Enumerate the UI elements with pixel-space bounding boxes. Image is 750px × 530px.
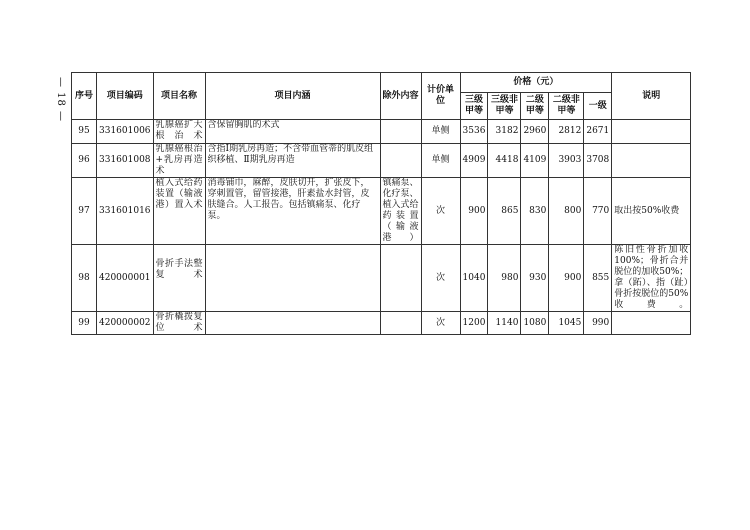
header-row-1 [72, 73, 691, 93]
cell-price-l3: 3182 [488, 120, 521, 144]
cell-exclusions [380, 312, 421, 335]
cell-price-l3: 980 [488, 245, 521, 312]
cell-price-l1: 2671 [584, 120, 612, 144]
header-code: 项目编码 [97, 73, 154, 120]
cell-price-l2: 900 [549, 245, 584, 312]
fee-table [71, 72, 691, 335]
header-note: 说明 [612, 73, 691, 120]
table-row [72, 144, 691, 178]
cell-price-l2: 3903 [549, 144, 584, 178]
table-row [72, 312, 691, 335]
cell-exclusions: 镇痛泵、化疗泵、植入式给药装置（输液港） [380, 178, 421, 245]
cell-price-l3a: 900 [460, 178, 488, 245]
cell-exclusions [380, 245, 421, 312]
cell-content: 含保留胸肌的术式 [205, 120, 380, 144]
cell-name: 乳腺癌根治+乳房再造术 [153, 144, 205, 178]
header-level2: 二级非甲等 [549, 93, 584, 120]
cell-price-l1: 3708 [584, 144, 612, 178]
header-level2a: 二级甲等 [521, 93, 549, 120]
cell-unit: 单侧 [421, 120, 460, 144]
cell-price-l1: 990 [584, 312, 612, 335]
cell-content [205, 312, 380, 335]
header-level3a: 三级甲等 [460, 93, 488, 120]
cell-unit: 次 [421, 178, 460, 245]
header-name: 项目名称 [153, 73, 205, 120]
cell-exclusions [380, 120, 421, 144]
cell-price-l2a: 2960 [521, 120, 549, 144]
header-level1: 一级 [584, 93, 612, 120]
cell-price-l1: 770 [584, 178, 612, 245]
cell-price-l3a: 1040 [460, 245, 488, 312]
cell-price-l3a: 1200 [460, 312, 488, 335]
cell-code: 420000002 [97, 312, 154, 335]
cell-price-l2: 2812 [549, 120, 584, 144]
header-price: 价格（元） [460, 73, 612, 93]
cell-name: 骨折手法整复术 [153, 245, 205, 312]
table-row [72, 178, 691, 245]
cell-price-l2: 800 [549, 178, 584, 245]
cell-price-l1: 855 [584, 245, 612, 312]
cell-price-l3: 865 [488, 178, 521, 245]
cell-code: 420000001 [97, 245, 154, 312]
cell-name: 乳腺癌扩大根治术 [153, 120, 205, 144]
table-row [72, 120, 691, 144]
cell-name: 植入式给药装置（输液港）置入术 [153, 178, 205, 245]
cell-seq: 99 [72, 312, 97, 335]
cell-seq: 97 [72, 178, 97, 245]
cell-code: 331601016 [97, 178, 154, 245]
cell-exclusions [380, 144, 421, 178]
cell-unit: 次 [421, 312, 460, 335]
cell-name: 骨折橇拨复位术 [153, 312, 205, 335]
cell-content: 含指Ⅰ期乳房再造；不含带血管蒂的肌皮组织移植、Ⅱ期乳房再造 [205, 144, 380, 178]
header-seq: 序号 [72, 73, 97, 120]
header-content: 项目内涵 [205, 73, 380, 120]
cell-note [612, 120, 691, 144]
cell-content: 消毒铺巾，麻醉，皮肤切开，扩张皮下，穿刺置管，留管接港，肝素盐水封管，皮肤缝合。人工报告。包括镇痛泵、化疗泵。 [205, 178, 380, 245]
cell-note: 陈旧性骨折加收100%；骨折合并脱位的加收50%；拿（跖）、指（趾）骨折按脱位的50%收费。 [612, 245, 691, 312]
cell-content [205, 245, 380, 312]
cell-seq: 98 [72, 245, 97, 312]
cell-price-l2a: 830 [521, 178, 549, 245]
cell-price-l2: 1045 [549, 312, 584, 335]
cell-seq: 96 [72, 144, 97, 178]
header-exclusions: 除外内容 [380, 73, 421, 120]
cell-price-l3: 4418 [488, 144, 521, 178]
table-row [72, 245, 691, 312]
cell-price-l2a: 4109 [521, 144, 549, 178]
header-level3: 三级非甲等 [488, 93, 521, 120]
cell-price-l3a: 4909 [460, 144, 488, 178]
cell-price-l3: 1140 [488, 312, 521, 335]
cell-code: 331601006 [97, 120, 154, 144]
cell-note: 取出按50%收费 [612, 178, 691, 245]
cell-unit: 单侧 [421, 144, 460, 178]
cell-note [612, 144, 691, 178]
page-number [52, 76, 70, 122]
cell-code: 331601008 [97, 144, 154, 178]
cell-price-l3a: 3536 [460, 120, 488, 144]
cell-price-l2a: 1080 [521, 312, 549, 335]
page-number-text: — 18 — [55, 76, 67, 122]
cell-price-l2a: 930 [521, 245, 549, 312]
cell-note [612, 312, 691, 335]
cell-unit: 次 [421, 245, 460, 312]
header-unit: 计价单位 [421, 73, 460, 120]
cell-seq: 95 [72, 120, 97, 144]
